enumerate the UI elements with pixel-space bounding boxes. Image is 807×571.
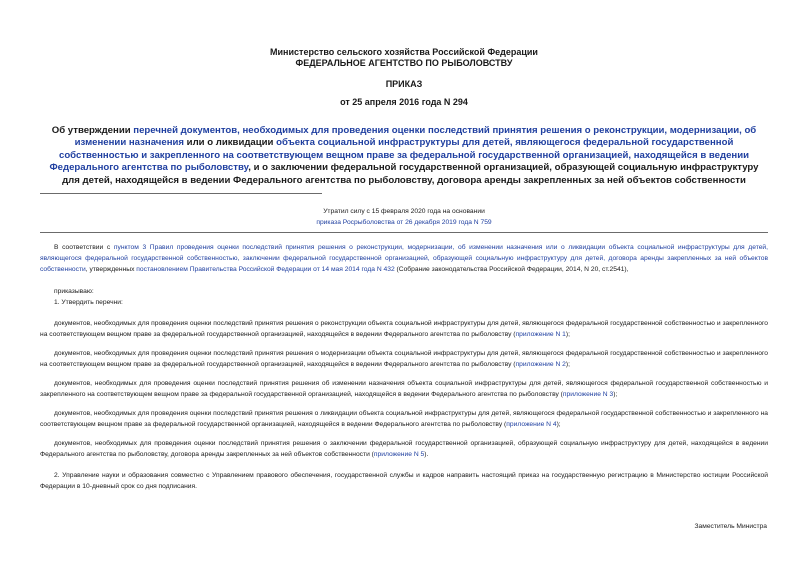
list-item-text: документов, необходимых для проведения оценки последствий принятия решения о заключении федеральной государственной организацией, образующей социальную инфраструктуру для детей, находящейся в ведении Федерального агентства по рыболовству, договора аренды закрепленных за ней объектов собственности ( (40, 440, 768, 459)
divider-long (40, 232, 768, 233)
list-item-end: ); (565, 361, 570, 369)
validity-link[interactable]: приказа Росрыболовства от 26 декабря 2019 года N 759 (316, 219, 492, 226)
preamble-text-2: , утвержденных (85, 266, 137, 274)
list-item-text: документов, необходимых для проведения оценки последствий принятия решения о модернизации объекта социальной инфраструктуры для детей, являющегося федеральной государственной собственностью и закрепленного на соответствующем вещном праве за федеральной государственной организацией, находящейся в ведении Федерального агентства по рыболовству ( (40, 350, 768, 369)
list-item (40, 408, 768, 430)
appendix-link-5[interactable]: приложение N 5 (373, 451, 425, 459)
list-item-text: документов, необходимых для проведения оценки последствий принятия решения об изменении назначения объекта социальной инфраструктуры для детей, являющегося федеральной государственной собственностью и закрепленного на соответствующем вещном праве за федеральной государственной организацией, находящейся в ведении Федерального агентства по рыболовству ( (40, 380, 768, 399)
agency-name: ФЕДЕРАЛЬНОЕ АГЕНТСТВО ПО РЫБОЛОВСТВУ (295, 58, 513, 68)
validity-line: Утратил силу с 15 февраля 2020 года на основании (323, 208, 485, 215)
list-item-end: ). (424, 451, 429, 459)
item-2: 2. Управление науки и образования совместно с Управлением правового обеспечения, государственной службы и кадров направить настоящий приказ на государственную регистрацию в Министерство юстиции Российской Федерации в 10-дневный срок со дня подписания. (40, 472, 768, 491)
list-item-end: ); (565, 331, 570, 339)
title-mid: или о ликвидации (184, 137, 277, 149)
list-item (40, 378, 768, 400)
preamble-text-3: (Собрание законодательства Российской Федерации, 2014, N 20, ст.2541), (394, 266, 629, 274)
list-item-text: документов, необходимых для проведения оценки последствий принятия решения о реконструкции объекта социальной инфраструктуры для детей, являющегося федеральной государственной собственностью и закрепленного на соответствующем вещном праве за федеральной государственной организацией, находящейся в ведении Федерального агентства по рыболовству ( (40, 320, 768, 339)
preamble-link-decree[interactable]: постановлением Правительства Российской Федерации от 14 мая 2014 года N 432 (136, 266, 395, 274)
title-prefix: Об утверждении (51, 125, 134, 136)
list-item (40, 348, 768, 370)
appendix-link-2[interactable]: приложение N 2 (515, 361, 566, 369)
list-item-end: ); (556, 421, 561, 429)
preamble (40, 242, 768, 275)
validity-note (40, 206, 768, 228)
list-item-text: документов, необходимых для проведения оценки последствий принятия решения о ликвидации объекта социальной инфраструктуры для детей, являющегося федеральной государственной собственностью и закрепленного на соответствующем вещном праве за федеральной государственной организацией, находящейся в ведении Федерального агентства по рыболовству ( (40, 410, 768, 429)
title-rest: , и о заключении федеральной государственной организацией, образующей социальную инфраструктуру для детей, находящейся в ведении Федерального агентства по рыболовству, договора аренды закрепленных за ней объектов собственности (62, 162, 759, 186)
order-word: приказываю: (54, 288, 94, 295)
doc-date: от 25 апреля 2016 года N 294 (340, 97, 468, 107)
appendix-link-3[interactable]: приложение N 3 (562, 391, 614, 399)
list-item-end: ); (613, 391, 618, 399)
ministry-name: Министерство сельского хозяйства Российской Федерации (270, 47, 538, 57)
doc-type: ПРИКАЗ (385, 79, 423, 89)
item-1: 1. Утвердить перечни: (54, 299, 123, 306)
title-link-2[interactable]: объекта социальной инфраструктуры для детей, являющегося федеральной государственной собственностью и закрепленного на соответствующем вещном праве за федеральной государственной организацией, находящейся в ведении Федерального агентства по рыболовству (49, 137, 750, 174)
document-title (40, 125, 768, 187)
appendix-link-1[interactable]: приложение N 1 (515, 331, 566, 339)
appendix-link-4[interactable]: приложение N 4 (506, 421, 557, 429)
signature-title: Заместитель Министра (694, 523, 767, 530)
list-item (40, 438, 768, 460)
preamble-link-rules[interactable]: пунктом 3 Правил проведения оценки последствий принятия решения о реконструкции, модернизации, об изменении назначения или о ликвидации объекта социальной инфраструктуры для детей, являющегося федеральной государственной собственностью, заключении федеральной государственной организацией, образующей социальную инфраструктуру для детей, договора аренды закрепленных за ней объектов собственности (40, 244, 769, 274)
preamble-text-1: В соответствии с (54, 244, 114, 251)
list-item (40, 318, 768, 340)
divider-short (40, 193, 322, 194)
title-link-1[interactable]: перечней документов, необходимых для проведения оценки последствий принятия решения о реконструкции, модернизации, об изменении назначения (74, 125, 757, 149)
